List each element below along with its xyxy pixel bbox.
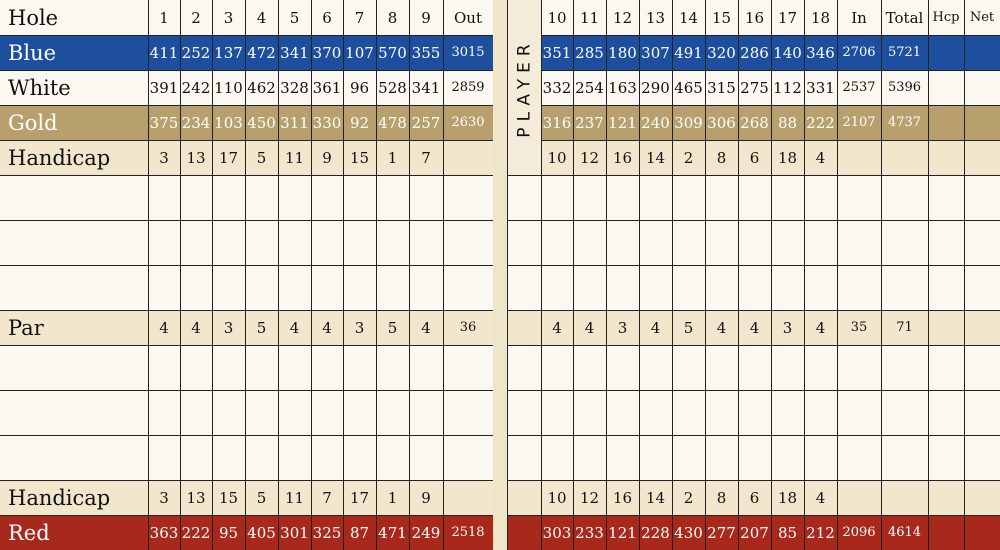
back-nine-cell: 18: [777, 148, 798, 167]
back-nine-cell: 140: [773, 43, 802, 62]
front-nine-cell: 11: [284, 148, 305, 167]
front-nine-cell: 1: [387, 488, 398, 507]
grid-line: [881, 0, 882, 550]
back-nine-cell: 2706: [842, 45, 876, 60]
grid-line: [964, 0, 965, 550]
back-nine-cell: 10: [547, 488, 567, 507]
front-nine-cell: 528: [378, 78, 407, 97]
back-nine-cell: 12: [579, 488, 600, 507]
hole-number: 1: [159, 8, 169, 27]
back-nine-cell: 309: [674, 113, 703, 132]
hole-number: 8: [387, 8, 398, 27]
back-nine-cell: [964, 310, 1000, 345]
front-nine-cell: 5: [256, 488, 267, 507]
front-nine-cell: 4: [159, 318, 169, 337]
front-nine-cell: 325: [312, 523, 342, 542]
hole-number: 15: [711, 8, 732, 27]
front-nine-cell: [443, 140, 493, 175]
front-nine-cell: 15: [349, 148, 370, 167]
back-nine-cell: 228: [641, 523, 670, 542]
grid-line: [771, 0, 772, 550]
back-nine-cell: 306: [707, 113, 736, 132]
front-nine-cell: 9: [421, 488, 431, 507]
hole-number: 12: [612, 8, 633, 27]
row-label: Gold: [8, 110, 58, 135]
grid-line: [212, 0, 213, 550]
back-nine-cell: 88: [777, 113, 798, 132]
back-nine-cell: 332: [542, 78, 572, 97]
back-nine-cell: 465: [674, 78, 703, 97]
grid-line: [541, 0, 542, 550]
front-nine-cell: 341: [411, 78, 441, 97]
grid-line: [928, 0, 929, 550]
front-nine-cell: 472: [247, 43, 276, 62]
back-nine-cell: 268: [740, 113, 769, 132]
back-nine-cell: [837, 480, 881, 515]
front-nine-cell: 301: [280, 523, 309, 542]
back-nine-cell: 254: [575, 78, 604, 97]
back-nine-cell: 4: [552, 318, 562, 337]
hole-number: Out: [454, 8, 482, 27]
hole-number: 11: [579, 8, 600, 27]
front-nine-cell: 96: [349, 78, 370, 97]
grid-line: [343, 0, 344, 550]
front-nine-cell: 17: [218, 148, 239, 167]
front-nine-cell: 110: [214, 78, 243, 97]
back-nine-cell: 307: [641, 43, 670, 62]
front-nine-cell: 311: [280, 113, 309, 132]
front-nine-cell: 17: [349, 488, 370, 507]
front-nine-cell: 341: [280, 43, 309, 62]
hole-number: 18: [810, 8, 831, 27]
back-nine-cell: 240: [641, 113, 670, 132]
back-nine-cell: [881, 480, 928, 515]
back-nine-cell: [928, 515, 964, 550]
hole-number: 3: [223, 8, 234, 27]
back-nine-cell: 4614: [887, 525, 922, 540]
front-nine-cell: 13: [186, 488, 206, 507]
back-nine-cell: [928, 105, 964, 140]
back-nine-cell: [964, 140, 1000, 175]
grid-line: [278, 0, 279, 550]
hole-number: Net: [969, 10, 995, 25]
hole-number: 6: [322, 8, 332, 27]
row-label: Handicap: [8, 485, 111, 510]
front-nine-cell: 252: [181, 43, 211, 62]
grid-line: [672, 0, 673, 550]
grid-line: [837, 0, 838, 550]
hole-number: 13: [645, 8, 666, 27]
hole-number: 9: [421, 8, 431, 27]
back-nine-cell: 35: [850, 320, 868, 335]
back-nine-cell: 2: [683, 148, 694, 167]
back-nine-cell: 285: [575, 43, 604, 62]
front-nine-cell: 13: [186, 148, 206, 167]
front-nine-cell: 405: [247, 523, 276, 542]
back-nine-cell: [964, 35, 1000, 70]
front-nine-cell: 478: [378, 113, 407, 132]
player-label: PLAYER: [514, 37, 535, 138]
front-nine-cell: 391: [149, 78, 179, 97]
front-nine-cell: 7: [421, 148, 431, 167]
row-label: Handicap: [8, 145, 111, 170]
front-nine-cell: 249: [411, 523, 441, 542]
front-nine-cell: 4: [191, 318, 201, 337]
front-nine-cell: 234: [181, 113, 211, 132]
back-nine-cell: 207: [740, 523, 769, 542]
front-nine-cell: 328: [280, 78, 309, 97]
back-nine-cell: 275: [740, 78, 769, 97]
back-nine-cell: 320: [707, 43, 736, 62]
hole-number: Hcp: [932, 10, 960, 25]
back-nine-cell: 14: [645, 488, 666, 507]
grid-line: [180, 0, 181, 550]
back-nine-cell: 316: [542, 113, 572, 132]
back-nine-cell: 3: [782, 318, 793, 337]
grid-line: [409, 0, 410, 550]
back-nine-cell: [928, 70, 964, 105]
back-nine-cell: 5396: [887, 80, 922, 95]
front-nine-cell: 92: [349, 113, 370, 132]
front-nine-cell: 5: [256, 318, 267, 337]
front-nine-cell: 411: [149, 43, 179, 62]
grid-line: [148, 0, 149, 550]
back-nine-cell: 286: [740, 43, 769, 62]
back-nine-cell: [964, 480, 1000, 515]
back-nine-cell: 85: [777, 523, 798, 542]
front-nine-cell: 11: [284, 488, 305, 507]
row-label: Red: [8, 520, 50, 545]
back-nine-cell: 237: [575, 113, 604, 132]
front-nine-cell: 2859: [451, 80, 485, 95]
back-nine-cell: 233: [575, 523, 604, 542]
back-nine-cell: 212: [806, 523, 835, 542]
front-nine-cell: 355: [411, 43, 441, 62]
front-nine-cell: 2630: [451, 115, 485, 130]
hole-number: 14: [678, 8, 699, 27]
back-nine-cell: 8: [716, 488, 727, 507]
back-nine-cell: 303: [542, 523, 572, 542]
hole-number: 4: [256, 8, 267, 27]
back-nine-cell: 2096: [842, 525, 876, 540]
hole-number: 16: [744, 8, 765, 27]
row-label: Par: [8, 315, 44, 340]
front-nine-cell: 3015: [451, 45, 485, 60]
back-nine-cell: 3: [617, 318, 628, 337]
front-nine-cell: 5: [256, 148, 267, 167]
front-nine-cell: 222: [181, 523, 211, 542]
front-nine-cell: 330: [312, 113, 342, 132]
back-nine-cell: 121: [608, 113, 637, 132]
hole-number: 10: [547, 8, 567, 27]
back-nine-cell: 491: [674, 43, 703, 62]
front-nine-cell: 103: [214, 113, 243, 132]
back-nine-cell: 277: [707, 523, 736, 542]
front-nine-cell: 570: [378, 43, 407, 62]
grid-line: [606, 0, 607, 550]
back-nine-cell: 12: [579, 148, 600, 167]
back-nine-cell: [928, 310, 964, 345]
hole-number: 5: [289, 8, 300, 27]
front-nine-cell: 242: [181, 78, 211, 97]
back-nine-cell: 14: [645, 148, 666, 167]
front-nine-cell: 3: [159, 148, 169, 167]
back-nine-cell: 6: [749, 488, 760, 507]
back-nine-cell: 5721: [887, 45, 922, 60]
row-label: Blue: [8, 40, 57, 65]
front-nine-cell: 450: [247, 113, 276, 132]
hole-number: Total: [885, 8, 924, 27]
grid-line: [705, 0, 706, 550]
front-nine-cell: 3: [159, 488, 169, 507]
back-nine-cell: 2: [683, 488, 694, 507]
back-nine-cell: 163: [608, 78, 637, 97]
front-nine-cell: 462: [247, 78, 276, 97]
front-nine-cell: 361: [312, 78, 342, 97]
back-nine-cell: 346: [806, 43, 835, 62]
back-nine-cell: 4: [584, 318, 595, 337]
back-nine-cell: 18: [777, 488, 798, 507]
grid-line: [376, 0, 377, 550]
back-nine-cell: [837, 140, 881, 175]
back-nine-cell: 430: [674, 523, 703, 542]
front-nine-cell: 363: [149, 523, 179, 542]
back-nine-cell: 71: [896, 320, 913, 335]
front-nine-cell: 2518: [451, 525, 485, 540]
front-nine-cell: 15: [218, 488, 239, 507]
grid-line: [443, 0, 444, 550]
hole-number: In: [851, 8, 867, 27]
back-nine-cell: [964, 515, 1000, 550]
front-nine-cell: 3: [354, 318, 365, 337]
back-nine-cell: [881, 140, 928, 175]
grid-line: [804, 0, 805, 550]
hole-number: 17: [777, 8, 798, 27]
back-nine-cell: [964, 70, 1000, 105]
front-nine-cell: 370: [312, 43, 342, 62]
center-fold: [493, 0, 507, 550]
grid-line: [639, 0, 640, 550]
back-nine-cell: 4: [815, 148, 826, 167]
hole-number: 7: [354, 8, 365, 27]
back-nine-cell: [964, 105, 1000, 140]
front-nine-cell: 107: [345, 43, 374, 62]
back-nine-cell: 222: [806, 113, 835, 132]
back-nine-cell: 2537: [842, 80, 876, 95]
front-nine-cell: 7: [322, 488, 332, 507]
back-nine-cell: 4737: [887, 115, 922, 130]
back-nine-cell: 8: [716, 148, 727, 167]
front-nine-cell: 36: [459, 320, 477, 335]
grid-line: [738, 0, 739, 550]
back-nine-cell: 4: [716, 318, 727, 337]
back-nine-cell: 331: [806, 78, 835, 97]
front-nine-cell: 4: [421, 318, 431, 337]
front-nine-cell: 3: [223, 318, 234, 337]
front-nine-cell: 375: [149, 113, 179, 132]
back-nine-cell: 10: [547, 148, 567, 167]
back-nine-cell: [928, 140, 964, 175]
front-nine-cell: 5: [387, 318, 398, 337]
back-nine-cell: 351: [542, 43, 572, 62]
back-nine-cell: [928, 35, 964, 70]
back-nine-cell: 180: [608, 43, 637, 62]
back-nine-cell: 4: [815, 488, 826, 507]
back-nine-cell: 2107: [842, 115, 876, 130]
front-nine-cell: 95: [218, 523, 239, 542]
grid-line: [245, 0, 246, 550]
back-nine-cell: 5: [683, 318, 694, 337]
back-nine-cell: 4: [749, 318, 760, 337]
front-nine-cell: 471: [378, 523, 407, 542]
front-nine-cell: 4: [322, 318, 332, 337]
player-column-label: [508, 0, 541, 175]
back-nine-cell: 315: [707, 78, 736, 97]
back-nine-cell: 4: [650, 318, 661, 337]
back-nine-cell: 121: [608, 523, 637, 542]
hole-number: 2: [191, 8, 201, 27]
grid-line: [311, 0, 312, 550]
back-nine-cell: 16: [612, 488, 633, 507]
back-nine-cell: 112: [773, 78, 802, 97]
front-nine-cell: 4: [289, 318, 300, 337]
back-nine-cell: 290: [641, 78, 670, 97]
row-label: Hole: [8, 5, 59, 30]
back-nine-cell: 16: [612, 148, 633, 167]
back-nine-cell: 6: [749, 148, 760, 167]
front-nine-cell: 137: [214, 43, 243, 62]
front-nine-cell: 87: [349, 523, 370, 542]
grid-line: [573, 0, 574, 550]
back-nine-cell: 4: [815, 318, 826, 337]
back-nine-cell: [928, 480, 964, 515]
front-nine-cell: 1: [387, 148, 398, 167]
row-label: White: [8, 75, 71, 100]
front-nine-cell: [443, 480, 493, 515]
front-nine-cell: 257: [411, 113, 441, 132]
front-nine-cell: 9: [322, 148, 332, 167]
